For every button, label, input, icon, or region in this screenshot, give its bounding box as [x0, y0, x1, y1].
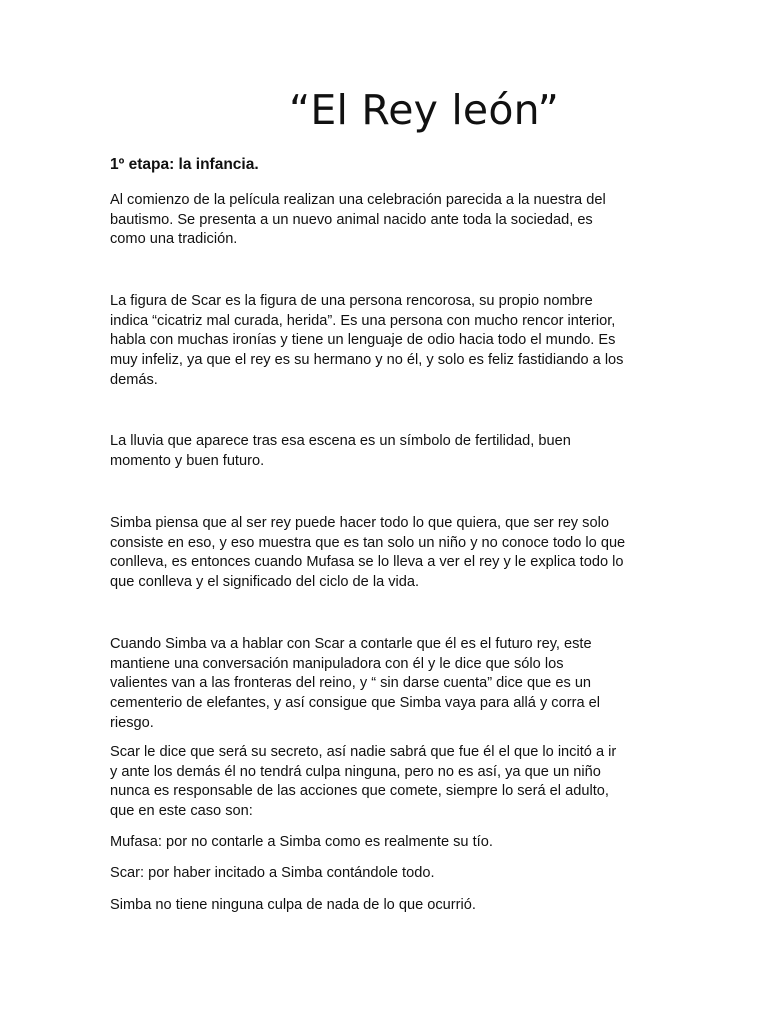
- paragraph-simba-king: Simba piensa que al ser rey puede hacer todo lo que quiera, que ser rey solo consiste en eso, y eso muestra que es tan solo un niño y no conoce todo lo que conlleva, es entonces cuando Mufasa se lo lleva a ver el rey y le explica todo lo que conlleva y el significado del ciclo de la vida.: [110, 515, 626, 591]
- paragraph-simba-scar: Cuando Simba va a hablar con Scar a contarle que él es el futuro rey, este mantiene una conversación manipuladora con él y le dice que sólo los valientes van a las fronteras del reino, y “ sin darse cuenta” dice que es un cementerio de elefantes, y así consigue que Simba vaya para allá y corra el riesgo.: [110, 636, 600, 731]
- paragraph-mufasa: Mufasa: por no contarle a Simba como es realmente su tío.: [110, 834, 493, 850]
- paragraph-rain: La lluvia que aparece tras esa escena es un símbolo de fertilidad, buen momento y buen futuro.: [110, 433, 571, 469]
- section-heading: 1º etapa: la infancia.: [110, 156, 259, 173]
- paragraph-simba-innocent: Simba no tiene ninguna culpa de nada de lo que ocurrió.: [110, 897, 476, 913]
- document-title: “El Rey león”: [288, 86, 560, 134]
- paragraph-scar: Scar: por haber incitado a Simba contándole todo.: [110, 865, 435, 881]
- paragraph-secret: Scar le dice que será su secreto, así nadie sabrá que fue él el que lo incitó a ir y ante los demás él no tendrá culpa ninguna, pero no es así, ya que un niño nunca es responsable de las acciones que comete, siempre lo será el adulto, que en este caso son:: [110, 744, 617, 820]
- paragraph-intro: Al comienzo de la película realizan una celebración parecida a la nuestra del bautismo. Se presenta a un nuevo animal nacido ante toda la sociedad, es como una tradición.: [110, 192, 606, 248]
- paragraph-scar-figure: La figura de Scar es la figura de una persona rencorosa, su propio nombre indica “cicatriz mal curada, herida”. Es una persona con mucho rencor interior, habla con muchas ironías y tiene un lenguaje de odio hacia todo el mundo. Es muy infeliz, ya que el rey es su hermano y no él, y solo es feliz fastidiando a los demás.: [110, 293, 624, 388]
